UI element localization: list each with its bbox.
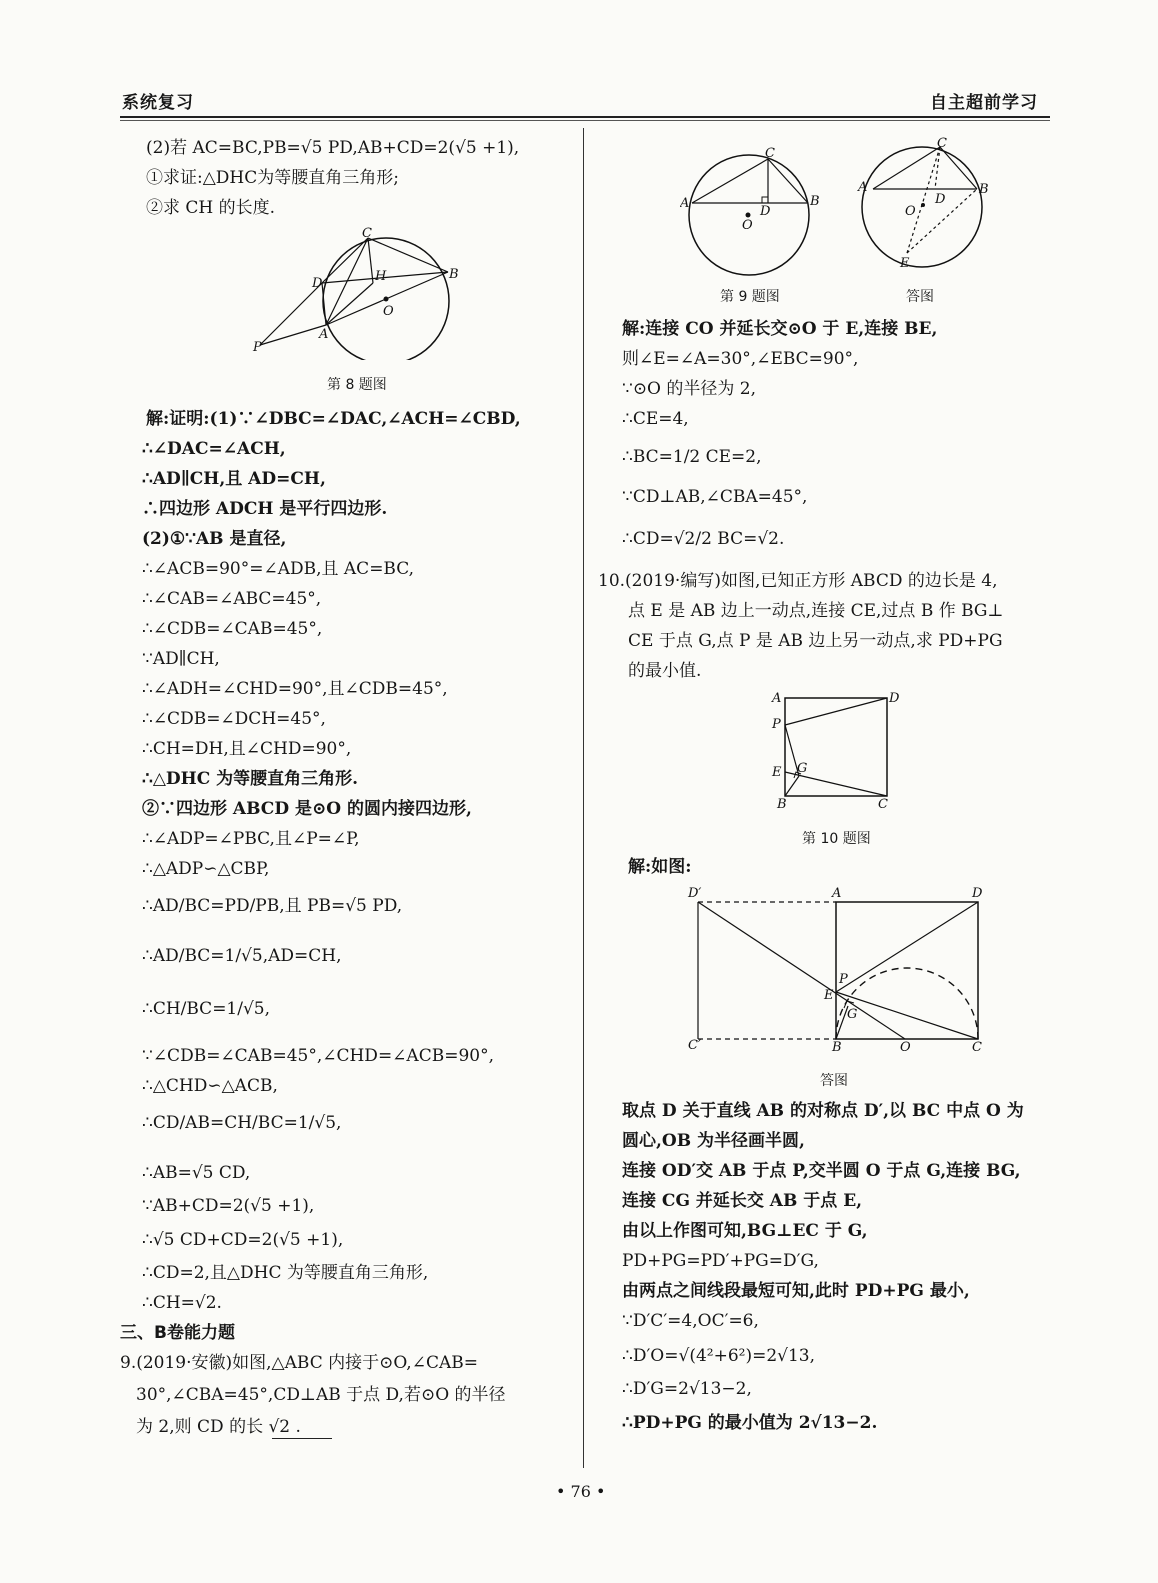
column-divider [583, 128, 584, 1468]
fig9a-label-c: C [937, 136, 947, 151]
left-line-11: ∵AD∥CH, [142, 649, 220, 669]
left-line-12: ∴∠ADH=∠CHD=90°,且∠CDB=45°, [142, 679, 448, 699]
fig10a-label-e: E [824, 988, 834, 1003]
header-left-title: 系统复习 [122, 93, 194, 113]
fig9-label-b: B [810, 194, 820, 209]
fig10-answer-caption: 答图 [820, 1073, 848, 1089]
fig10a-label-b: B [832, 1040, 842, 1055]
left-line-10: ∴∠CDB=∠CAB=45°, [142, 619, 323, 639]
fig8-caption: 第 8 题图 [327, 377, 387, 393]
fig9-label-a: A [680, 196, 690, 211]
left-line-23: ∴△CHD∽△ACB, [142, 1076, 278, 1096]
header-rule [120, 116, 1050, 118]
left-line-25: ∴AB=√5 CD, [142, 1163, 251, 1183]
figure-9-answer [855, 135, 995, 275]
fig8-label-a: A [319, 327, 329, 342]
fig8-label-o: O [383, 304, 394, 319]
header-rule-thin [120, 120, 1050, 121]
fig10-caption: 第 10 题图 [802, 831, 871, 847]
page-number: • 76 • [556, 1482, 606, 1501]
fig10a-label-g: G [847, 1007, 858, 1022]
left-line-4: ∴∠DAC=∠ACH, [142, 439, 286, 459]
left-line-6: ∴四边形 ADCH 是平行四边形. [142, 499, 388, 519]
figure-10 [768, 688, 903, 813]
left-line-7: (2)①∵AB 是直径, [142, 529, 287, 549]
fig10a-label-cprime: C′ [688, 1038, 701, 1053]
fig10-label-p: P [772, 717, 781, 732]
fig9a-label-e: E [900, 256, 910, 271]
left-line-32: 30°,∠CBA=45°,CD⊥AB 于点 D,若⊙O 的半径 [136, 1385, 506, 1405]
right-line-14: 连接 OD′交 AB 于点 P,交半圆 O 于点 G,连接 BG, [622, 1161, 1021, 1181]
left-line-9: ∴∠CAB=∠ABC=45°, [142, 589, 322, 609]
right-line-11: 解:如图: [628, 857, 692, 877]
right-line-18: 由两点之间线段最短可知,此时 PD+PG 最小, [622, 1281, 970, 1301]
fig10-label-e: E [772, 765, 782, 780]
fig9a-label-d: D [935, 192, 946, 207]
left-line-5: ∴AD∥CH,且 AD=CH, [142, 469, 326, 489]
left-line-27: ∴√5 CD+CD=2(√5 +1), [142, 1230, 344, 1250]
right-line-16: 由以上作图可知,BG⊥EC 于 G, [622, 1221, 868, 1241]
right-line-5: ∵CD⊥AB,∠CBA=45°, [622, 487, 808, 507]
right-line-7: 10.(2019·编写)如图,已知正方形 ABCD 的边长是 4, [598, 571, 998, 591]
right-line-13: 圆心,OB 为半径画半圆, [622, 1131, 805, 1151]
left-line-33: 为 2,则 CD 的长 √2 . [136, 1417, 301, 1437]
fig10a-label-c: C [972, 1040, 982, 1055]
figure-9 [680, 145, 825, 280]
left-line-29: ∴CH=√2. [142, 1293, 222, 1313]
fig10-label-c: C [878, 797, 888, 812]
right-line-20: ∴D′O=√(4²+6²)=2√13, [622, 1346, 816, 1366]
fig9-caption: 第 9 题图 [720, 289, 780, 305]
right-line-0: 解:连接 CO 并延长交⊙O 于 E,连接 BE, [622, 319, 938, 339]
fig9-label-d: D [760, 204, 771, 219]
fig10a-label-dprime: D′ [688, 886, 702, 901]
left-line-8: ∴∠ACB=90°=∠ADB,且 AC=BC, [142, 559, 415, 579]
fig10-label-d: D [889, 691, 900, 706]
fig10-label-a: A [772, 691, 782, 706]
right-line-15: 连接 CG 并延长交 AB 于点 E, [622, 1191, 863, 1211]
right-line-12: 取点 D 关于直线 AB 的对称点 D′,以 BC 中点 O 为 [622, 1101, 1024, 1121]
fig10a-label-a: A [832, 886, 842, 901]
fig8-label-d: D [312, 276, 323, 291]
figure-10-answer [682, 882, 992, 1057]
right-line-8: 点 E 是 AB 边上一动点,连接 CE,过点 B 作 BG⊥ [628, 601, 1004, 621]
left-line-17: ∴∠ADP=∠PBC,且∠P=∠P, [142, 829, 360, 849]
left-line-13: ∴∠CDB=∠DCH=45°, [142, 709, 326, 729]
left-line-15: ∴△DHC 为等腰直角三角形. [142, 769, 359, 789]
left-line-26: ∵AB+CD=2(√5 +1), [142, 1196, 315, 1216]
fig8-label-p: P [253, 340, 262, 355]
section-title-b: 三、B卷能力题 [120, 1323, 235, 1343]
fig8-label-b: B [449, 267, 459, 282]
answer-underline [272, 1438, 332, 1439]
right-line-17: PD+PG=PD′+PG=D′G, [622, 1251, 819, 1271]
right-line-6: ∴CD=√2/2 BC=√2. [622, 529, 785, 549]
left-line-20: ∴AD/BC=1/√5,AD=CH, [142, 946, 342, 966]
left-line-16: ②∵四边形 ABCD 是⊙O 的圆内接四边形, [142, 799, 472, 819]
right-line-10: 的最小值. [628, 661, 702, 681]
fig10a-label-d: D [972, 886, 983, 901]
left-line-22: ∵∠CDB=∠CAB=45°,∠CHD=∠ACB=90°, [142, 1046, 494, 1066]
right-line-4: ∴BC=1/2 CE=2, [622, 447, 762, 467]
fig10a-label-p: P [839, 972, 848, 987]
fig9a-label-b: B [979, 182, 989, 197]
header-right-title: 自主超前学习 [930, 93, 1038, 113]
fig8-label-h: H [375, 269, 387, 284]
left-line-3: 解:证明:(1)∵∠DBC=∠DAC,∠ACH=∠CBD, [146, 409, 521, 429]
left-line-31: 9.(2019·安徽)如图,△ABC 内接于⊙O,∠CAB= [120, 1353, 478, 1373]
fig9a-label-o: O [905, 204, 916, 219]
fig9a-label-a: A [858, 180, 868, 195]
left-line-14: ∴CH=DH,且∠CHD=90°, [142, 739, 352, 759]
left-line-0: (2)若 AC=BC,PB=√5 PD,AB+CD=2(√5 +1), [146, 138, 520, 158]
left-line-1: ①求证:△DHC为等腰直角三角形; [146, 168, 399, 188]
left-line-24: ∴CD/AB=CH/BC=1/√5, [142, 1113, 342, 1133]
fig9-label-c: C [765, 146, 775, 161]
figure-8 [250, 225, 465, 360]
fig10-label-g: G [797, 761, 808, 776]
fig10a-label-o: O [900, 1040, 911, 1055]
fig9-label-o: O [742, 218, 753, 233]
right-line-19: ∵D′C′=4,OC′=6, [622, 1311, 759, 1331]
right-line-21: ∴D′G=2√13−2, [622, 1379, 752, 1399]
left-line-28: ∴CD=2,且△DHC 为等腰直角三角形, [142, 1263, 429, 1283]
right-line-22: ∴PD+PG 的最小值为 2√13−2. [622, 1413, 878, 1433]
left-line-19: ∴AD/BC=PD/PB,且 PB=√5 PD, [142, 896, 403, 916]
left-line-18: ∴△ADP∽△CBP, [142, 859, 270, 879]
fig9-answer-caption: 答图 [906, 289, 934, 305]
fig10-label-b: B [777, 797, 787, 812]
right-line-2: ∵⊙O 的半径为 2, [622, 379, 757, 399]
left-line-21: ∴CH/BC=1/√5, [142, 999, 271, 1019]
fig8-label-c: C [362, 226, 372, 241]
left-line-2: ②求 CH 的长度. [146, 198, 276, 218]
right-line-1: 则∠E=∠A=30°,∠EBC=90°, [622, 349, 859, 369]
right-line-3: ∴CE=4, [622, 409, 689, 429]
right-line-9: CE 于点 G,点 P 是 AB 边上另一动点,求 PD+PG [628, 631, 1003, 651]
